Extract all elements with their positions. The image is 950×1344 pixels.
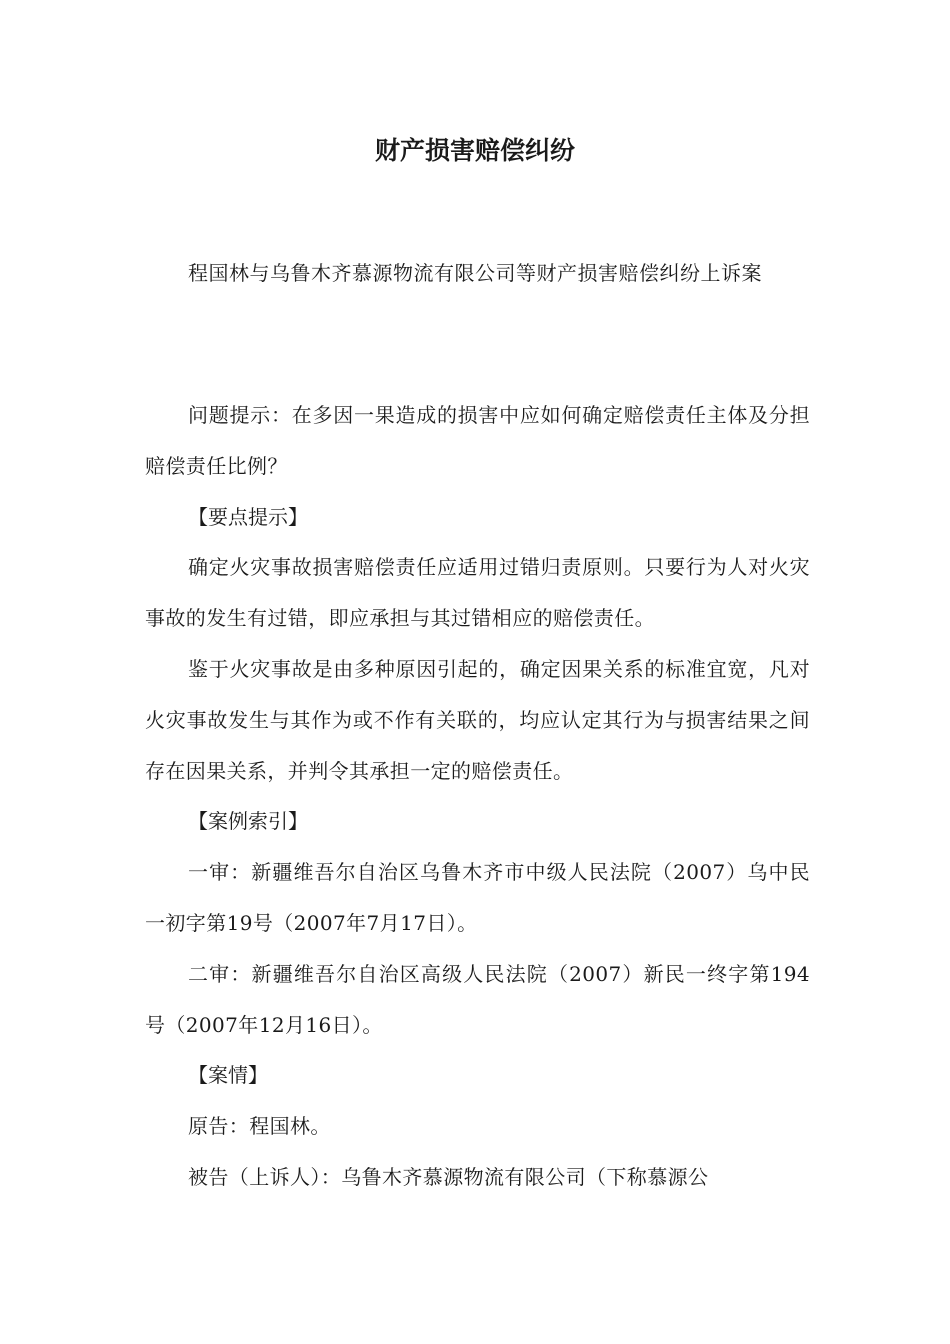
key-points-heading: 【要点提示】 (188, 504, 308, 529)
document-title: 财产损害赔偿纠纷 (374, 136, 575, 165)
plaintiff-paragraph: 原告：程国林。 (188, 1114, 331, 1139)
first-instance-paragraph: 一审：新疆维吾尔自治区乌鲁木齐市中级人民法院（2007）乌中民一初字第19号（2007年7月17日）。 (145, 860, 810, 935)
document-body (145, 390, 810, 1203)
document-subtitle: 程国林与乌鲁木齐慕源物流有限公司等财产损害赔偿纠纷上诉案 (188, 261, 762, 285)
key-point-paragraph-2: 鉴于火灾事故是由多种原因引起的，确定因果关系的标准宜宽，凡对火灾事故发生与其作为或不作有关联的，均应认定其行为与损害结果之间存在因果关系，并判令其承担一定的赔偿责任。 (145, 656, 810, 783)
case-facts-heading: 【案情】 (188, 1063, 268, 1088)
case-index-heading: 【案例索引】 (188, 809, 308, 834)
second-instance-paragraph: 二审：新疆维吾尔自治区高级人民法院（2007）新民一终字第194号（2007年12月16日）。 (145, 961, 810, 1037)
issue-prompt-paragraph: 问题提示：在多因一果造成的损害中应如何确定赔偿责任主体及分担赔偿责任比例？ (145, 403, 810, 478)
key-point-paragraph-1: 确定火灾事故损害赔偿责任应适用过错归责原则。只要行为人对火灾事故的发生有过错，即应承担与其过错相应的赔偿责任。 (145, 555, 810, 631)
defendant-paragraph: 被告（上诉人）：乌鲁木齐慕源物流有限公司（下称慕源公 (188, 1164, 709, 1189)
